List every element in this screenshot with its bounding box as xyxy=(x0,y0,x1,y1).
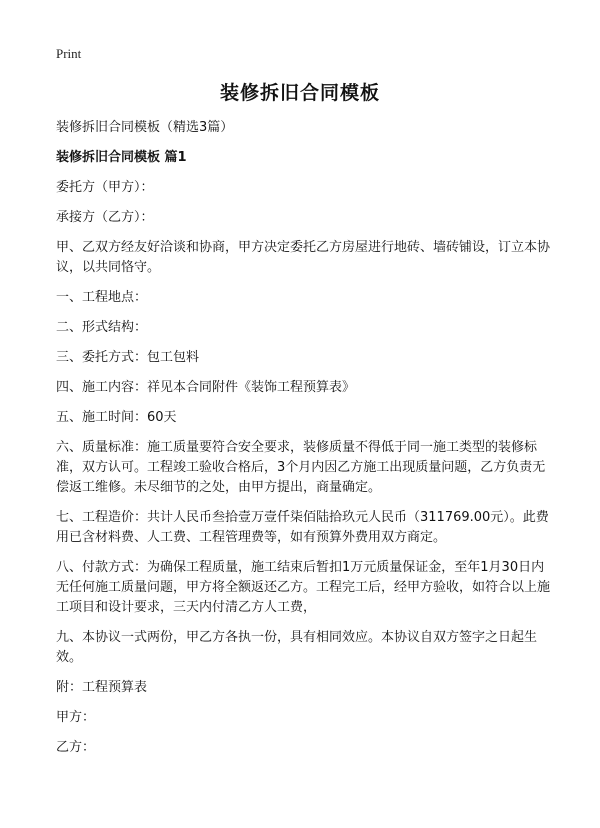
page-title: 装修拆旧合同模板 xyxy=(219,82,380,104)
paragraph-payment: 八、付款方式：为确保工程质量，施工结束后暂扣1万元质量保证金，至年1月30日内无任何施工质量问题，甲方将全额返还乙方。工程完工后，经甲方验收，如符合以上施工项目和设计要求，三天内付清乙方人工费， xyxy=(56,560,551,615)
section-heading: 装修拆旧合同模板 篇1 xyxy=(56,150,187,165)
paragraph-contractor: 承接方（乙方）： xyxy=(56,210,154,225)
paragraph-cost: 七、工程造价：共计人民币叁拾壹万壹仟柒佰陆拾玖元人民币（311769.00元）。此费用已含材料费、人工费、工程管理费等，如有预算外费用双方商定。 xyxy=(56,510,549,545)
paragraph-intro: 甲、乙双方经友好洽谈和协商，甲方决定委托乙方房屋进行地砖、墙砖铺设，订立本协议，以共同恪守。 xyxy=(56,240,551,275)
paragraph-structure: 二、形式结构： xyxy=(56,320,148,335)
paragraph-attachment: 附：工程预算表 xyxy=(56,680,148,695)
paragraph-method: 三、委托方式：包工包料 xyxy=(56,350,200,365)
paragraph-validity: 九、本协议一式两份，甲乙方各执一份，具有相同效应。本协议自双方签字之日起生效。 xyxy=(56,630,538,665)
paragraph-duration: 五、施工时间：60天 xyxy=(56,410,177,425)
document-body xyxy=(56,118,552,768)
paragraph-content: 四、施工内容：祥见本合同附件《装饰工程预算表》 xyxy=(56,380,356,395)
paragraph-quality: 六、质量标准：施工质量要符合安全要求，装修质量不得低于同一施工类型的装修标准，双方认可。工程竣工验收合格后，3个月内因乙方施工出现质量问题，乙方负责无偿返工维修。未尽细节的之处，由甲方提出，商量确定。 xyxy=(56,440,546,495)
signature-party-a: 甲方： xyxy=(56,710,96,725)
paragraph-client: 委托方（甲方）： xyxy=(56,180,154,195)
signature-party-b: 乙方： xyxy=(56,740,96,755)
document-subtitle: 装修拆旧合同模板（精选3篇） xyxy=(56,120,234,135)
paragraph-location: 一、工程地点： xyxy=(56,290,148,305)
print-link[interactable]: Print xyxy=(56,46,82,61)
